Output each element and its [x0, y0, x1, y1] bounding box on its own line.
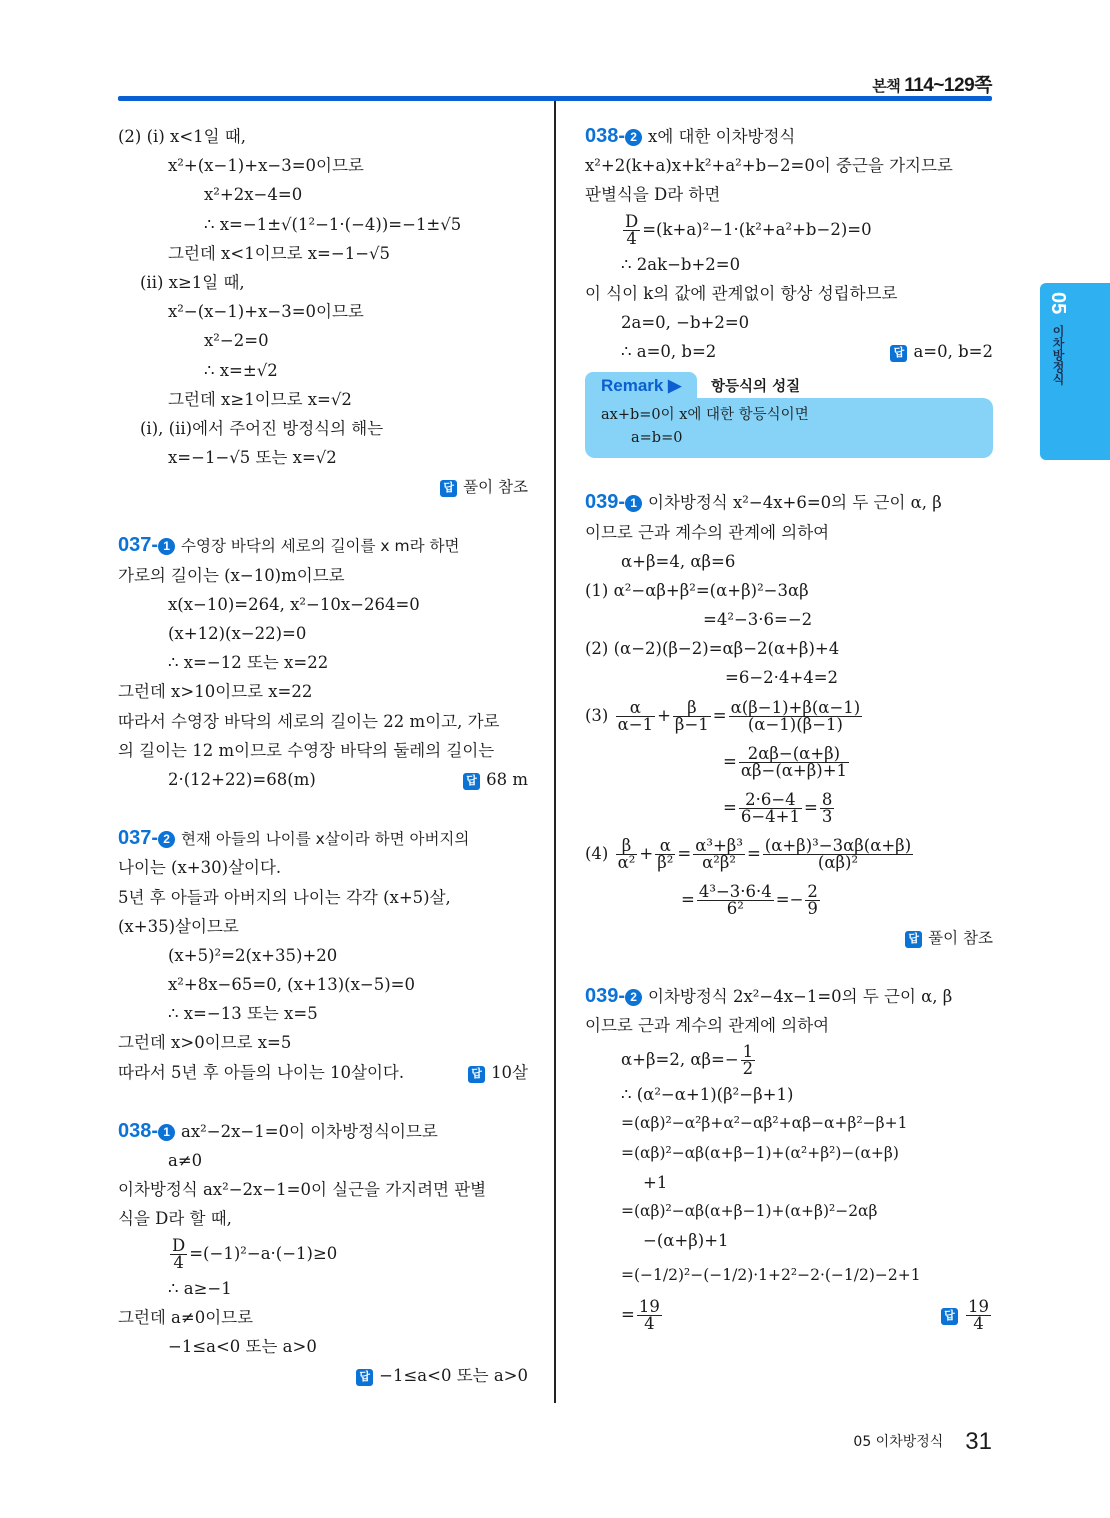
text-line: 그런데 x>10이므로 x=22 [118, 682, 313, 702]
fraction: $\frac{\alpha(\beta-1)+\beta(\alpha-1)}{(\alpha-1)(\beta-1)}$ [730, 697, 861, 734]
problem-header: 039- 1 이차방정식 x²−4x+6=0의 두 근이 α, β [585, 491, 942, 514]
fraction: $\frac{\text{4³−3·6·4}}{\text{6²}}$ [698, 881, 772, 918]
math-line: −(α+β)+1 [643, 1231, 729, 1251]
answer: 답 −1≤a<0 또는 a>0 [356, 1361, 528, 1390]
math-line: (x+5)²=2(x+35)+20 [168, 945, 338, 965]
fraction: $\frac{8}{3}$ [821, 789, 833, 826]
answer: 답 10살 [468, 1058, 528, 1087]
spacer [118, 501, 528, 531]
text-line: 의 길이는 12 m이므로 수영장 바닥의 둘레의 길이는 [118, 740, 495, 760]
answer-badge-icon: 답 [468, 1066, 485, 1083]
text-line: (ii) x≥1일 때, [140, 272, 245, 292]
math-line: $\frac{D}{4}$ =(k+a)²−1·(k²+a²+b−2)=0 [625, 211, 872, 248]
math-line: =(−1/2)²−(−1/2)·1+2²−2·(−1/2)−2+1 [621, 1266, 921, 1285]
math-line: = $\frac{19}{4}$ 답 $\frac{19}{4}$ [585, 1295, 993, 1335]
left-column [118, 122, 528, 1390]
answer: 답 풀이 참조 [905, 923, 993, 953]
answer: 답 68 m [463, 765, 528, 794]
spacer [585, 458, 993, 488]
circled-number-icon: 1 [625, 495, 642, 512]
text-line: 그런데 x<1이므로 x=−1−√5 [168, 243, 391, 263]
problem-number: 037- 1 [118, 534, 175, 556]
text-line: 그런데 a≠0이므로 [118, 1307, 254, 1327]
answer-badge-icon: 답 [890, 345, 907, 362]
fraction: $\frac{\text{α³+β³}}{\text{α²β²}}$ [695, 835, 743, 872]
chapter-side-tab-label [1046, 292, 1069, 385]
solution-part2 [118, 122, 528, 501]
circled-number-icon: 1 [158, 538, 175, 555]
math-line: = $\frac{\text{4³−3·6·4}}{\text{6²}}$ =− $\frac{2}{9}$ [681, 881, 818, 918]
page-number: 31 [965, 1428, 992, 1455]
answer-line [118, 472, 528, 501]
remark-title: 항등식의 성질 [711, 379, 801, 396]
fraction: $\frac{\alpha}{\text{β²}}$ [657, 835, 674, 872]
math-line: =6−2·4+4=2 [725, 668, 839, 688]
problem-038-1 [118, 1117, 528, 1391]
fraction: $\frac{\text{(α+β)³−3αβ(α+β)}}{\text{(αβ)²}}$ [764, 835, 912, 872]
page-footer [853, 1428, 992, 1456]
remark-body [585, 398, 993, 458]
text-line: (2) (i) x<1일 때, [118, 127, 247, 146]
spacer [585, 952, 993, 982]
math-line: ∴ 2ak−b+2=0 [621, 254, 741, 274]
math-line: =(αβ)²−αβ(α+β−1)+(α²+β²)−(α+β) [621, 1143, 899, 1162]
footer-chapter: 05 이차방정식 [853, 1434, 944, 1450]
answer: 답 풀이 참조 [440, 472, 528, 502]
math-line-part3: (3) $\frac{\alpha}{\alpha-1}$ + $\frac{\beta}{\beta-1}$ = $\frac{\alpha(\beta-1)+\beta(\alpha-1)}{(\alpha-1)(\beta-1)}$ [585, 697, 861, 734]
math-line: ∴ x=−12 또는 x=22 [168, 653, 329, 673]
math-line: (1) α²−αβ+β²=(α+β)²−3αβ [585, 580, 809, 600]
math-line: x²+2x−4=0 [204, 185, 303, 205]
text-line: 이 식이 k의 값에 관계없이 항상 성립하므로 [585, 283, 898, 303]
math-line: x(x−10)=264, x²−10x−264=0 [168, 594, 420, 614]
text-line: (x+35)살이므로 [118, 916, 239, 936]
circled-number-icon: 1 [158, 1124, 175, 1141]
problem-header: 038- 2 x에 대한 이차방정식 [585, 125, 796, 147]
problem-039-1 [585, 488, 993, 952]
text-line: 그런데 x≥1이므로 x=√2 [168, 389, 352, 409]
problem-number: 038- 1 [118, 1120, 175, 1142]
math-line: a≠0 [168, 1151, 203, 1170]
reference-pages [872, 70, 992, 97]
math-line: x²+2(k+a)x+k²+a²+b−2=0이 중근을 가지므로 [585, 156, 953, 176]
math-line: ∴ a≥−1 [168, 1278, 232, 1298]
fraction: $\frac{D}{4}$ [172, 1235, 186, 1272]
math-line: =4²−3·6=−2 [703, 610, 813, 630]
math-line: =(αβ)²−α²β+α²−αβ²+αβ−α+β²−β+1 [621, 1114, 908, 1133]
math-line: =(αβ)²−αβ(α+β−1)+(α+β)²−2αβ [621, 1201, 878, 1220]
math-line: +1 [643, 1172, 668, 1192]
text-line: 판별식을 D라 하면 [585, 185, 721, 205]
problem-number: 039- 1 [585, 491, 642, 513]
answer: 답 a=0, b=2 [890, 337, 993, 366]
circled-number-icon: 2 [625, 129, 642, 146]
text-line: 그런데 x>0이므로 x=5 [118, 1033, 292, 1053]
fraction: $\frac{1}{2}$ [742, 1042, 754, 1079]
chapter-name: 이차방정식 [1051, 324, 1065, 385]
problem-number: 037- 2 [118, 827, 175, 849]
math-line: x²+(x−1)+x−3=0이므로 [168, 156, 364, 176]
math-line: ∴ x=±√2 [204, 360, 278, 380]
math-line: $\frac{D}{4}$ =(−1)²−a·(−1)≥0 [172, 1235, 338, 1272]
problem-number: 039- 2 [585, 985, 642, 1007]
math-line: ∴ (α²−α+1)(β²−β+1) [621, 1085, 794, 1105]
spacer [118, 794, 528, 824]
math-line: x²+8x−65=0, (x+13)(x−5)=0 [168, 975, 416, 995]
text-line: (i), (ii)에서 주어진 방정식의 해는 [140, 418, 384, 438]
reference-prefix: 본책 [872, 78, 901, 95]
fraction: $\frac{D}{4}$ [625, 211, 639, 248]
text-line: 식을 D라 할 때, [118, 1209, 232, 1229]
answer-badge-icon: 답 [941, 1308, 958, 1325]
problem-038-2 [585, 122, 993, 366]
fraction: $\frac{\alpha}{\alpha-1}$ [617, 697, 654, 734]
fraction: $\frac{19}{4}$ [968, 1297, 989, 1334]
fraction: $\frac{2\alpha\beta-(\alpha+\beta)}{\alpha\beta-(\alpha+\beta)+1}$ [740, 743, 848, 780]
text-line: 따라서 5년 후 아들의 나이는 10살이다. 답 10살 [118, 1058, 528, 1087]
fraction: $\frac{2\cdot 6-4}{6-4+1}$ [740, 789, 800, 826]
text-line: 이차방정식 ax²−2x−1=0이 실근을 가지려면 판별 [118, 1180, 487, 1200]
math-line: = $\frac{2\cdot 6-4}{6-4+1}$ = $\frac{8}{3}$ [723, 789, 833, 826]
math-line: (x+12)(x−22)=0 [168, 624, 307, 643]
math-line: (2) (α−2)(β−2)=αβ−2(α+β)+4 [585, 639, 840, 659]
right-column [585, 122, 993, 1335]
problem-header: 037- 2 현재 아들의 나이를 x살이라 하면 아버지의 [118, 827, 470, 850]
math-line: x=−1−√5 또는 x=√2 [168, 448, 337, 468]
problem-number: 038- 2 [585, 125, 642, 147]
answer-badge-icon: 답 [905, 931, 922, 948]
fraction: $\frac{2}{9}$ [807, 881, 818, 918]
answer-line [118, 1361, 528, 1390]
answer-badge-icon: 답 [356, 1369, 373, 1386]
answer-line [585, 923, 993, 952]
math-line: ∴ x=−1±√(1²−1·(−4))=−1±√5 [204, 214, 462, 234]
remark-line: a=b=0 [631, 430, 683, 447]
math-line: 2·(12+22)=68(m) 답 68 m [118, 765, 528, 794]
fraction: $\frac{\beta}{\text{α²}}$ [617, 835, 636, 872]
remark-box [585, 372, 993, 458]
spacer [118, 1087, 528, 1117]
answer-badge-icon: 답 [463, 773, 480, 790]
text-line: 가로의 길이는 (x−10)m이므로 [118, 565, 345, 585]
math-line: = $\frac{2\alpha\beta-(\alpha+\beta)}{\alpha\beta-(\alpha+\beta)+1}$ [723, 743, 848, 780]
math-line: 2a=0, −b+2=0 [621, 312, 750, 332]
math-line: x²−(x−1)+x−3=0이므로 [168, 302, 364, 322]
answer-badge-icon: 답 [440, 480, 457, 497]
reference-page-range: 114~129쪽 [904, 75, 992, 96]
problem-037-2 [118, 824, 528, 1087]
math-line: α+β=2, αβ=− $\frac{1}{2}$ [621, 1042, 754, 1079]
math-line: ∴ a=0, b=2 답 a=0, b=2 [585, 337, 993, 366]
problem-header: 038- 1 ax²−2x−1=0이 이차방정식이므로 [118, 1119, 438, 1142]
chapter-number: 05 [1047, 292, 1069, 315]
fraction: $\frac{\beta}{\beta-1}$ [674, 697, 709, 734]
math-line-part4: (4) $\frac{\beta}{\text{α²}}$ + $\frac{\alpha}{\text{β²}}$ = $\frac{\text{α³+β³}}{\text{α²β²}}$ = $\frac{\text{(α+β)³−3αβ(α+β)}}{\text{(αβ)²}}$ [585, 835, 912, 872]
math-line: −1≤a<0 또는 a>0 [168, 1336, 317, 1356]
math-line: ∴ x=−13 또는 x=5 [168, 1004, 318, 1024]
fraction: $\frac{19}{4}$ [638, 1297, 660, 1334]
circled-number-icon: 2 [625, 989, 642, 1006]
text-line: 나이는 (x+30)살이다. [118, 858, 282, 878]
math-line: x²−2=0 [204, 331, 269, 351]
circled-number-icon: 2 [158, 831, 175, 848]
problem-header: 037- 1 수영장 바닥의 세로의 길이를 x m라 하면 [118, 534, 460, 557]
text-line: 5년 후 아들과 아버지의 나이는 각각 (x+5)살, [118, 887, 451, 907]
text-line: 따라서 수영장 바닥의 세로의 길이는 22 m이고, 가로 [118, 711, 500, 731]
problem-header: 039- 2 이차방정식 2x²−4x−1=0의 두 근이 α, β [585, 984, 953, 1007]
remark-line: ax+b=0이 x에 대한 항등식이면 [601, 407, 809, 424]
math-line: α+β=4, αβ=6 [621, 551, 736, 571]
remark-tab: Remark ▶ [585, 372, 697, 400]
answer [941, 1295, 993, 1335]
problem-037-1 [118, 531, 528, 794]
text-line: 이므로 근과 계수의 관계에 의하여 [585, 1016, 830, 1035]
problem-039-2 [585, 982, 993, 1336]
text-line: 이므로 근과 계수의 관계에 의하여 [585, 522, 830, 542]
column-divider [554, 101, 556, 1403]
